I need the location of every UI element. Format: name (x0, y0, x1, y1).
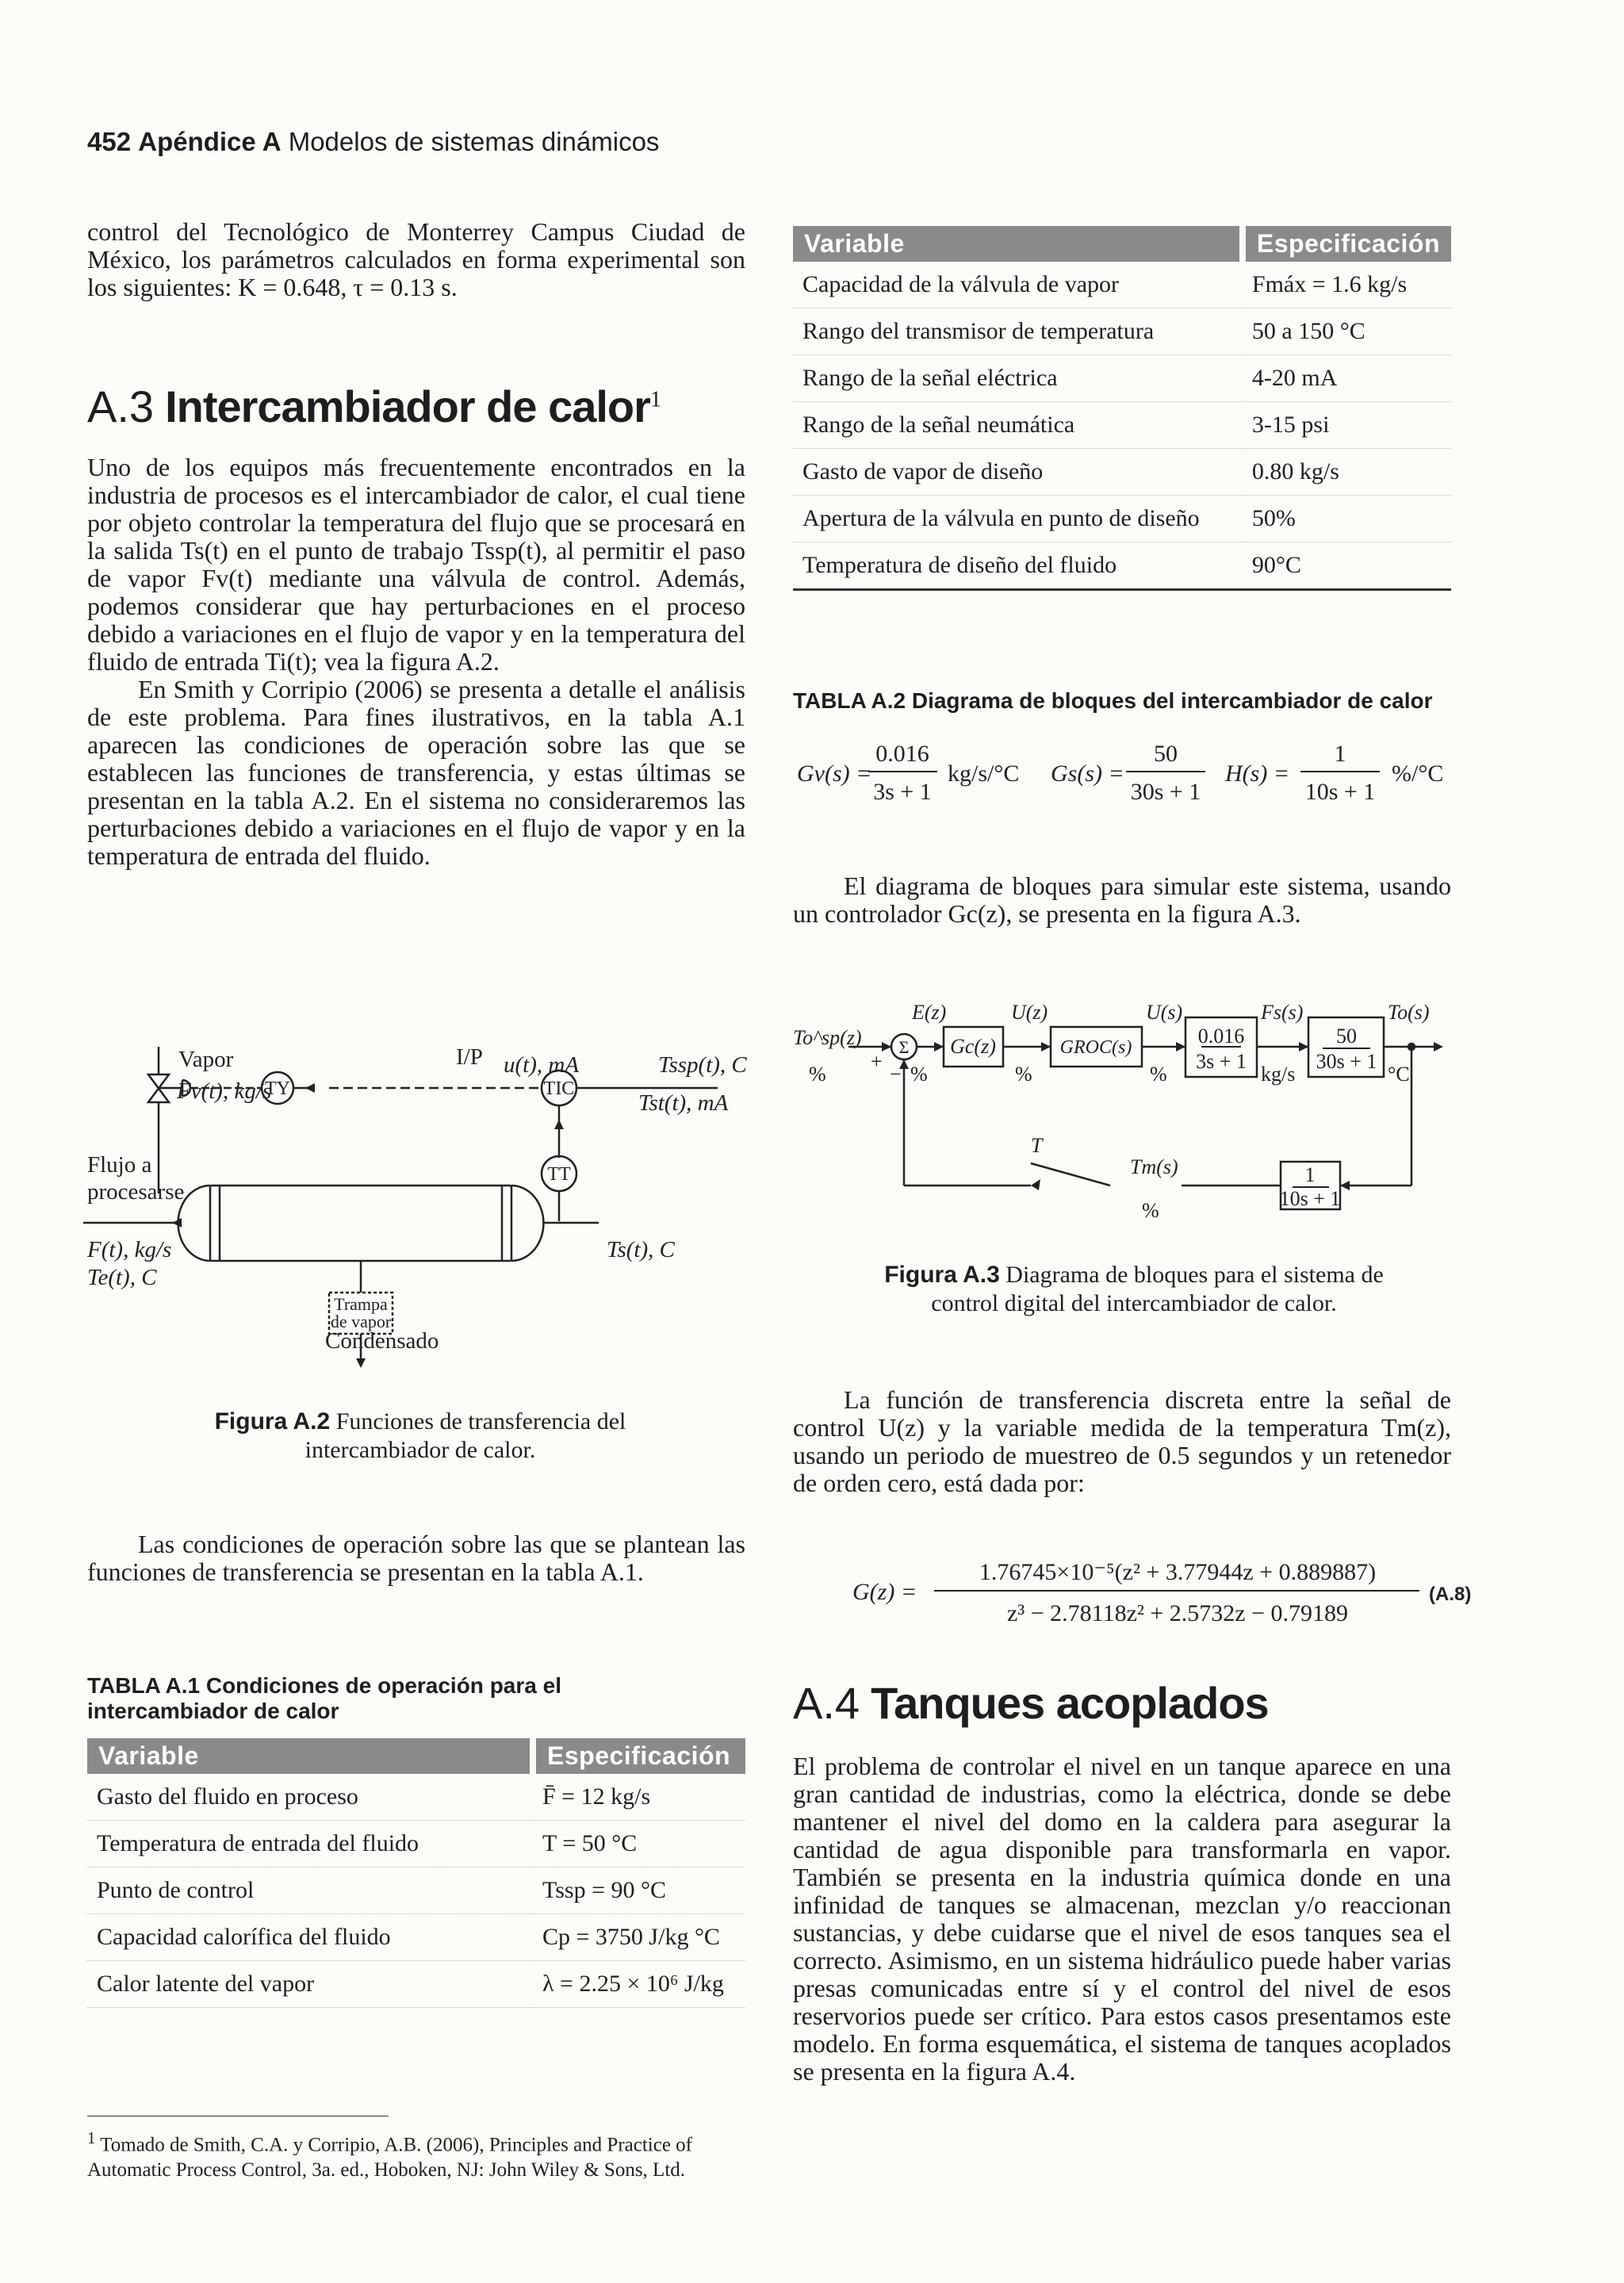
label-fv: Fv(t), kg/s (177, 1078, 272, 1104)
section-title: Intercambiador de calor (165, 381, 650, 431)
h-unit: %/°C (1392, 760, 1444, 787)
label-tsp: To^sp(z) (793, 1026, 862, 1049)
eq-lhs: G(z) = (852, 1579, 917, 1605)
label-tst: Tst(t), mA (638, 1090, 729, 1116)
page-number: 452 (87, 127, 132, 156)
eq-tag: (A.8) (1429, 1584, 1472, 1605)
figure-a2-caption (182, 1408, 658, 1465)
operating-specs-table (793, 226, 1451, 591)
table-row: Gasto de vapor de diseño 0.80 kg/s (793, 449, 1451, 496)
h-numerator: 1 (1334, 741, 1346, 767)
label-ez: E(z) (912, 1001, 947, 1024)
section-number: A.4 (793, 1678, 860, 1728)
paragraph-1: Uno de los equipos más frecuentemente encontrados en la industria de procesos es el intercambiador de calor, el cual tiene por objeto controlar la temperatura del flujo que se procesará en la salida Ts(t) en el punto de trabajo Tssp(t), al permitir el paso de vapor Fv(t) mediante una válvula de control. Además, podemos considerar que hay perturbaciones en el proceso debido a variaciones en el flujo de vapor y en la temperatura del fluido de entrada Ti(t); vea la figura A.2. (87, 453, 745, 676)
col-header-variable: Variable (87, 1738, 533, 1774)
h-denominator: 10s + 1 (1304, 779, 1376, 805)
footnote-text: Tomado de Smith, C.A. y Corripio, A.B. (2006), Principles and Practice of Automatic Process Control, 3a. ed., Hoboken, NJ: John Wiley & Sons, Ltd. (87, 2134, 692, 2181)
figure-a3-caption (848, 1261, 1419, 1318)
gv-unit: kg/s/°C (948, 760, 1020, 787)
intro-paragraph: control del Tecnológico de Monterrey Campus Ciudad de México, los parámetros calculados en forma experimental son los siguientes: K = 0.648, τ = 0.13 s. (87, 217, 745, 301)
label-pct-e: % (910, 1063, 928, 1086)
label-ts: Ts(t), C (607, 1237, 675, 1262)
section-body-a3 (87, 454, 745, 870)
footnote (87, 2125, 745, 2183)
label-plus: + (871, 1050, 883, 1073)
h-label: H(s) = (1225, 760, 1290, 787)
label-tos: To(s) (1388, 1001, 1430, 1024)
col-header-spec: Especificación (1243, 226, 1451, 262)
footnote-mark: 1 (87, 2128, 96, 2147)
tt-label: TT (547, 1164, 571, 1185)
table-label: TABLA A.2 (793, 688, 906, 713)
section-number: A.3 (87, 381, 155, 431)
table-row: Temperatura de diseño del fluido 90°C (793, 542, 1451, 590)
label-valve-den: 3s + 1 (1196, 1050, 1247, 1073)
caption-label: Figura A.3 (884, 1262, 1000, 1288)
label-sensor-den: 10s + 1 (1279, 1187, 1341, 1210)
caption-text: Diagrama de bloques para el sistema de control digital del intercambiador de calor. (931, 1262, 1384, 1316)
section-heading-a4 (793, 1677, 1269, 1729)
table-row: Capacidad calorífica del fluido Cp = 3750 J/kg °C (87, 1914, 745, 1961)
block-diagram (793, 979, 1467, 1241)
label-pct-u: % (1015, 1063, 1032, 1086)
section-body-a4: El problema de controlar el nivel en un tanque aparece en una gran cantidad de industrias, como la eléctrica, donde se debe mantener el nivel del domo en la caldera para asegurar la cantidad de agua disponible para transformarla en vapor. También se presenta en la industria química donde en una infinidad de tanques se almacenan, mezclan y/o reaccionan sustancias, y debe cuidarse que el nivel de esos tanques sea el correcto. Asimismo, en un sistema hidráulico puede haber varias presas comunicadas entre sí y el control del nivel de esos reservorios puede ser crítico. Para estos casos presentamos este modelo. En forma esquemática, el sistema de tanques acoplados se presenta en la figura A.4. (793, 1752, 1451, 2086)
gs-denominator: 30s + 1 (1130, 779, 1201, 805)
table-row: Rango de la señal eléctrica 4-20 mA (793, 355, 1451, 402)
eq-numerator: 1.76745×10⁻⁵(z² + 3.77944z + 0.889887) (979, 1559, 1377, 1585)
section-title: Tanques acoplados (871, 1678, 1269, 1728)
table-row: Capacidad de la válvula de vapor Fmáx = 1.6 kg/s (793, 262, 1451, 308)
label-f: F(t), kg/s (87, 1237, 172, 1262)
label-te: Te(t), C (87, 1265, 157, 1290)
paragraph-discrete-tf: La función de transferencia discreta entre la señal de control U(z) y la variable medida de la temperatura Tm(z), usando un periodo de muestreo de 0.5 segundos y un retenedor de orden cero, está dada por: (793, 1385, 1451, 1497)
label-degc: °C (1388, 1063, 1410, 1086)
ty-label: TY (265, 1078, 290, 1099)
running-head (87, 127, 659, 157)
label-t: T (1031, 1134, 1043, 1157)
transfer-functions (793, 730, 1459, 817)
appendix-title: Modelos de sistemas dinámicos (288, 127, 660, 156)
paragraph-fig3-intro: El diagrama de bloques para simular este sistema, usando un controlador Gc(z), se presenta en la figura A.3. (793, 871, 1451, 928)
eq-denominator: z³ − 2.78118z² + 2.5732z − 0.79189 (1006, 1600, 1349, 1626)
col-header-variable: Variable (793, 226, 1243, 262)
label-tsp: Tssp(t), C (658, 1052, 747, 1078)
gs-label: Gs(s) = (1051, 760, 1124, 787)
label-fs: Fs(s) (1261, 1001, 1304, 1024)
label-sigma: Σ (898, 1037, 910, 1057)
table-label: TABLA A.1 (87, 1673, 201, 1698)
table-row: Calor latente del vapor λ = 2.25 × 10⁶ J/kg (87, 1961, 745, 2008)
label-flujo2: procesarse (87, 1179, 185, 1205)
table-row: Temperatura de entrada del fluido T = 50 °C (87, 1821, 745, 1867)
label-us: U(s) (1146, 1001, 1183, 1024)
table-row: Punto de control Tssp = 90 °C (87, 1867, 745, 1914)
gv-numerator: 0.016 (875, 741, 929, 767)
label-kgs: kg/s (1261, 1063, 1296, 1086)
section-heading-a3 (87, 381, 661, 433)
gv-denominator: 3s + 1 (873, 779, 932, 805)
label-valve-num: 0.016 (1197, 1025, 1245, 1048)
label-flujo1: Flujo a (87, 1152, 152, 1178)
caption-label: Figura A.2 (214, 1408, 331, 1435)
label-minus: − (890, 1063, 902, 1086)
col-header-spec: Especificación (533, 1738, 745, 1774)
label-sensor-num: 1 (1304, 1163, 1316, 1186)
table-title: Condiciones de operación para el intercambiador de calor (87, 1673, 561, 1723)
trampa-label-1: Trampa (334, 1294, 388, 1314)
heat-exchanger-diagram (83, 1031, 757, 1396)
gv-label: Gv(s) = (797, 760, 872, 787)
label-uz: U(z) (1011, 1001, 1048, 1024)
table-row: Gasto del fluido en proceso F̄ = 12 kg/s (87, 1774, 745, 1821)
label-tm: Tm(s) (1130, 1155, 1178, 1178)
label-process-num: 50 (1336, 1025, 1357, 1048)
table-row: Apertura de la válvula en punto de diseño 50% (793, 496, 1451, 542)
label-vapor: Vapor (178, 1047, 234, 1072)
gs-numerator: 50 (1154, 741, 1178, 767)
table-a1-caption (87, 1673, 563, 1724)
label-ip: I/P (456, 1044, 483, 1070)
label-gc: Gc(z) (950, 1035, 996, 1058)
footnote-marker: 1 (649, 387, 661, 412)
paragraph-3: Las condiciones de operación sobre las que se plantean las funciones de transferencia se presentan en la tabla A.1. (87, 1530, 745, 1586)
caption-text: Funciones de transferencia del intercambiador de calor. (304, 1408, 626, 1463)
label-u: u(t), mA (504, 1052, 580, 1078)
table-title: Diagrama de bloques del intercambiador de calor (911, 688, 1433, 713)
label-process-den: 30s + 1 (1316, 1050, 1377, 1073)
label-pct-in: % (809, 1063, 826, 1086)
label-pct-us: % (1150, 1063, 1167, 1086)
tic-label: TIC (543, 1078, 575, 1099)
table-row: Rango del transmisor de temperatura 50 a 150 °C (793, 308, 1451, 355)
table-row: Rango de la señal neumática 3-15 psi (793, 402, 1451, 449)
appendix-label: Apéndice A (138, 127, 282, 156)
label-pct-tm: % (1142, 1199, 1159, 1222)
paragraph-2: En Smith y Corripio (2006) se presenta a detalle el análisis de este problema. Para fines ilustrativos, en la tabla A.1 aparecen las condiciones de operación sobre las que se establecen las funciones de transferencia, y estas últimas se presentan en la tabla A.2. En el sistema no consideraremos las perturbaciones debido a variaciones en el flujo de vapor y en la temperatura de entrada del fluido. (87, 675, 745, 870)
equation-a8 (841, 1546, 1472, 1634)
label-condensado: Condensado (325, 1328, 439, 1354)
table-a1 (87, 1738, 745, 2008)
table-a2-caption (793, 688, 1451, 714)
label-groc: GROC(s) (1059, 1037, 1132, 1058)
trampa-label-2: de vapor (330, 1312, 392, 1331)
